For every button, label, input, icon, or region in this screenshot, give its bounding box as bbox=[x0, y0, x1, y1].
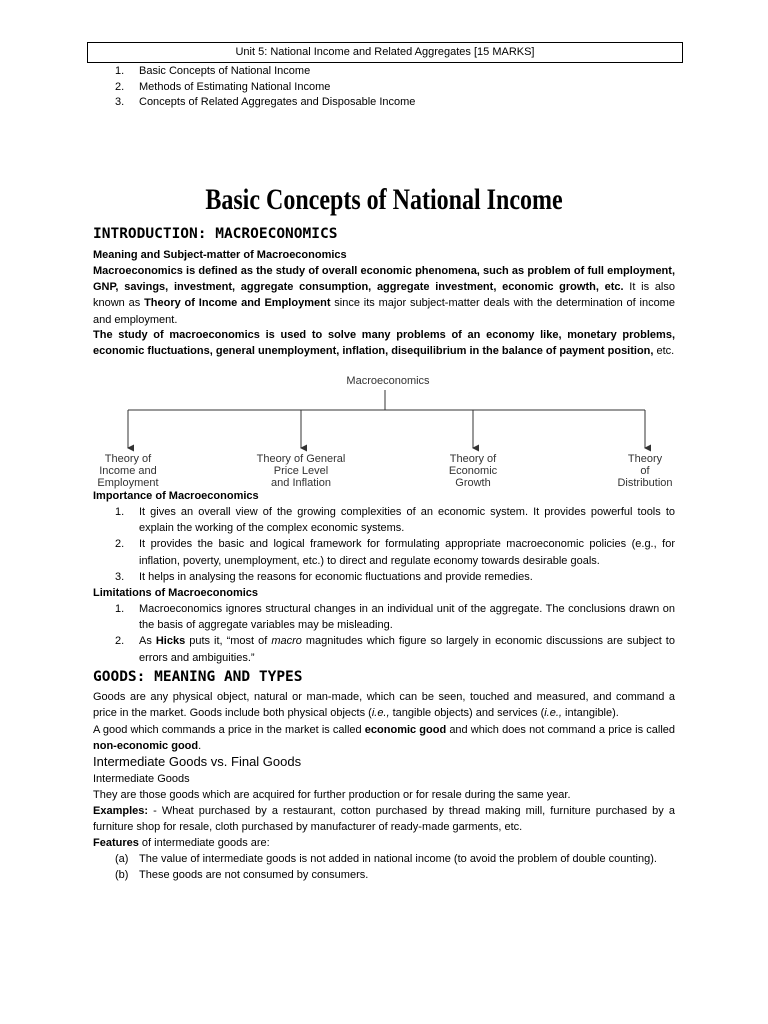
list-item-text: Macroeconomics ignores structural changes in an individual unit of the aggregate. The conclusions drawn on the basis of aggregate variables may be misleading. bbox=[139, 603, 675, 632]
list-item-number: 2. bbox=[115, 538, 125, 551]
list-item bbox=[93, 569, 675, 585]
branch-line: Price Level bbox=[273, 465, 329, 477]
branch-line: Economic bbox=[448, 465, 498, 477]
non-economic-good-term: non-economic good bbox=[93, 740, 199, 753]
paragraph-macro-study bbox=[93, 327, 675, 359]
toc-item bbox=[115, 95, 415, 111]
features-list bbox=[93, 851, 675, 883]
section-heading-introduction: INTRODUCTION: MACROECONOMICS bbox=[93, 226, 338, 242]
toc-item-number: 1. bbox=[115, 65, 125, 77]
toc-item-text: Basic Concepts of National Income bbox=[139, 65, 311, 77]
page-title: Basic Concepts of National Income bbox=[205, 183, 563, 216]
list-item-number: 1. bbox=[115, 506, 125, 518]
list-item-text: It provides the basic and logical framework for formulating appropriate macroeconomic policies (e.g., for inflation, poverty, unemployment, etc.) to direct and regulate economy towards desirable goals. bbox=[139, 538, 675, 567]
diagram-branch-price-level bbox=[257, 453, 346, 489]
toc-item bbox=[115, 80, 415, 96]
list-item-text: It helps in analysing the reasons for economic fluctuations and provide remedies. bbox=[139, 570, 533, 583]
ie-italic: i.e., bbox=[544, 707, 562, 720]
economic-goods-text: . bbox=[198, 740, 202, 753]
list-item-text: It gives an overall view of the growing complexities of an economic system. It provides powerful tools to explain the working of the complex economic systems. bbox=[139, 506, 675, 535]
macro-italic: macro bbox=[271, 635, 302, 648]
economic-good-term: economic good bbox=[364, 724, 447, 736]
list-item-number: 3. bbox=[115, 570, 125, 583]
list-item-text: The value of intermediate goods is not added in national income (to avoid the problem of double counting). bbox=[139, 853, 657, 865]
economic-goods-text: A good which commands a price in the market is called bbox=[93, 724, 365, 736]
list-item bbox=[93, 851, 675, 867]
branch-line: and Inflation bbox=[271, 477, 331, 489]
hicks-quote-text: puts it, “most of bbox=[185, 635, 272, 648]
diagram-branch-economic-growth bbox=[449, 453, 498, 489]
macro-study-etc: etc. bbox=[653, 345, 675, 358]
theory-income-employment: Theory of Income and Employment bbox=[144, 297, 331, 310]
label-intermediate-goods: Intermediate Goods bbox=[93, 773, 190, 785]
diagram-branch-distribution bbox=[617, 453, 672, 489]
features-label: Features bbox=[93, 837, 139, 849]
section-heading-goods: GOODS: MEANING AND TYPES bbox=[93, 669, 303, 685]
branch-line: Theory of bbox=[104, 453, 152, 465]
list-item-number: (b) bbox=[115, 869, 129, 882]
paragraph-economic-goods bbox=[93, 722, 675, 754]
list-item-number: 1. bbox=[115, 603, 125, 615]
list-item bbox=[93, 633, 675, 665]
hicks-quote-end: magnitudes which figure so largely in economic discussions are subject to errors and ambiguities.” bbox=[139, 635, 675, 664]
paragraph-goods-definition bbox=[93, 689, 675, 721]
diagram-root-label: Macroeconomics bbox=[346, 375, 430, 387]
goods-definition-text: intangible). bbox=[561, 707, 619, 720]
intermediate-definition: They are those goods which are acquired for further production or for resale during the same year. bbox=[93, 789, 571, 801]
list-item bbox=[93, 504, 675, 536]
toc-item-text: Concepts of Related Aggregates and Disposable Income bbox=[139, 96, 416, 109]
branch-line: Theory bbox=[627, 453, 663, 465]
importance-list bbox=[93, 504, 675, 585]
paragraph-macro-definition bbox=[93, 263, 675, 328]
unit-title-box: Unit 5: National Income and Related Aggregates [15 MARKS] bbox=[87, 42, 683, 63]
examples-text: - Wheat purchased by a restaurant, cotton purchased by thread making mill, furniture purchased by a furniture shop for resale, cloth purchased by manufacturer of ready-made garments, etc. bbox=[93, 805, 675, 834]
branch-line: Income and bbox=[99, 465, 157, 477]
hicks-quote-intro: As bbox=[139, 635, 156, 648]
list-item bbox=[93, 867, 675, 883]
macro-definition-text-end: since its major subject-matter deals with the determination of income and employment. bbox=[93, 297, 676, 326]
macro-definition-text: It is also known as bbox=[93, 281, 675, 310]
subheading-intermediate-vs-final: Intermediate Goods vs. Final Goods bbox=[93, 754, 302, 769]
goods-definition-text: Goods are any physical object, natural or man-made, which can be seen, touched and measured, and command a price in the market. Goods include both physical objects ( bbox=[93, 691, 675, 720]
features-text: of intermediate goods are: bbox=[138, 837, 270, 849]
macroeconomics-tree-diagram bbox=[80, 372, 700, 492]
economic-goods-text: and which does not command a price is called bbox=[446, 724, 676, 736]
branch-line: Growth bbox=[455, 477, 491, 489]
unit-contents-list bbox=[115, 64, 415, 111]
goods-definition-text: tangible objects) and services ( bbox=[389, 707, 545, 720]
macro-definition-bold: Macroeconomics is defined as the study of overall economic phenomena, such as problem of full employment, GNP, savings, investment, aggregate consumption, aggregate investment, economic growth, etc. bbox=[93, 265, 675, 294]
branch-line: of bbox=[640, 465, 650, 477]
branch-line: Theory of bbox=[449, 453, 497, 465]
list-item bbox=[93, 601, 675, 633]
features-intro bbox=[93, 835, 675, 851]
ie-italic: i.e., bbox=[371, 707, 390, 720]
subheading-limitations: Limitations of Macroeconomics bbox=[93, 587, 259, 599]
limitations-list bbox=[93, 601, 675, 666]
list-item-number: (a) bbox=[115, 853, 129, 865]
list-item bbox=[93, 536, 675, 568]
diagram-branch-income-employment bbox=[97, 453, 158, 489]
branch-line: Employment bbox=[97, 477, 159, 489]
subheading-meaning: Meaning and Subject-matter of Macroeconomics bbox=[93, 249, 347, 261]
toc-item-text: Methods of Estimating National Income bbox=[139, 80, 331, 93]
list-item-text: These goods are not consumed by consumers. bbox=[139, 869, 369, 882]
macro-study-bold: The study of macroeconomics is used to solve many problems of an economy like, monetary problems, economic fluctuations, general unemployment, inflation, disequilibrium in the balance of payment position, bbox=[93, 329, 675, 358]
list-item-number: 2. bbox=[115, 635, 125, 648]
hicks-name: Hicks bbox=[155, 635, 186, 648]
toc-item-number: 3. bbox=[115, 96, 125, 109]
paragraph-examples bbox=[93, 803, 675, 835]
toc-item-number: 2. bbox=[115, 80, 125, 93]
subheading-importance: Importance of Macroeconomics bbox=[93, 490, 259, 502]
branch-line: Theory of General bbox=[256, 453, 346, 465]
branch-line: Distribution bbox=[617, 477, 673, 489]
toc-item bbox=[115, 64, 415, 80]
examples-label: Examples: bbox=[93, 805, 149, 817]
